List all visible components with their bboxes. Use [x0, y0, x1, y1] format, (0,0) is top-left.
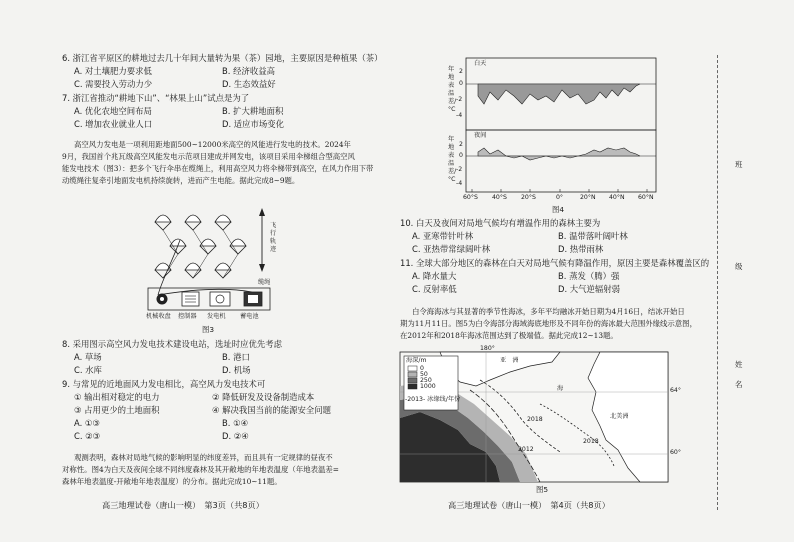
q8-option-a: A. 草场	[74, 352, 102, 362]
q10-option-c: C. 亚热带常绿阔叶林	[412, 244, 491, 254]
passage2-line-3: 森林年地表温度-开敞地年地表温度）的分布。据此完成10~11题。	[62, 477, 282, 486]
passage2-line-1: 观测表明，森林对局地气候的影响明显的纬度差异，而且具有一定规律的昼夜不	[74, 453, 333, 462]
q7-option-b: B. 扩大耕地面积	[222, 106, 284, 116]
passage3-line-1: 白令海海冰与其显著的季节性海冰，多年平均融冰开始日期为4月16日，结冰开始日	[412, 307, 685, 316]
ice-edge-2012-label: 2012	[518, 446, 534, 453]
q11-option-c: C. 反射率低	[412, 284, 457, 294]
xtick-60s: 60°S	[463, 194, 478, 201]
xtick-60n: 60°N	[638, 194, 654, 201]
legend-ice-edge: -2013- 冰缘线/年份	[405, 396, 461, 403]
q8-stem: 8. 采用图示高空风力发电技术建设电站，选址时应优先考虑	[62, 339, 283, 349]
passage3-line-2: 期为11月11日。图5为白令海部分海域海底地形及不同年份的海冰最大范围外缘线示意图，	[400, 319, 697, 328]
day-ytick-minus4: -4	[456, 112, 463, 119]
q6-option-a: A. 对土壤肥力要求低	[74, 66, 152, 76]
passage1-line-4: 动缆绳往复牵引地面发电机持续旋转，进而产生电能。据此完成8~9题。	[62, 176, 300, 185]
part-label-mechanical-reel: 机械收盘	[146, 313, 171, 320]
night-ytick-minus2: -2	[456, 166, 463, 173]
margin-label-4: 名	[735, 380, 743, 389]
figure-5-caption: 图5	[536, 485, 549, 494]
day-ytick-0: 0	[459, 80, 463, 87]
q9-option-a: A. ①③	[74, 418, 100, 428]
q9-option-d: D. ②④	[222, 431, 249, 441]
q9-statement-3: ③ 占用更少的土地面积	[74, 405, 160, 415]
figure-3-caption: 图3	[202, 325, 215, 334]
passage1-line-2: 9月，我国首个兆瓦级高空风能发电示范项目建成并网发电，该项目采用伞梯组合型高空风	[62, 152, 355, 161]
part-label-controller: 控制器	[178, 313, 197, 320]
xtick-20s: 20°S	[521, 194, 536, 201]
q8-option-b: B. 港口	[222, 352, 250, 362]
q10-option-b: B. 温带落叶阔叶林	[558, 231, 628, 241]
legend-title-depth: 海深/m	[406, 357, 427, 364]
xtick-40s: 40°S	[492, 194, 507, 201]
passage2-line-2: 对称性。图4为白天及夜间全球不同纬度森林及其开敞地的年地表温度（年地表温差=	[62, 465, 339, 474]
figure-4-caption: 图4	[552, 205, 565, 214]
margin-label-3: 姓	[735, 360, 743, 369]
q7-option-d: D. 适应市场变化	[222, 119, 285, 129]
legend-depth-50: 50	[420, 371, 428, 378]
day-panel-label: 白天	[474, 60, 487, 67]
night-ytick-minus4: -4	[456, 180, 463, 187]
q11-stem: 11. 全球大部分地区的森林在白天对局地气候有降温作用，原因主要是森林覆盖区的	[400, 258, 710, 268]
xtick-40n: 40°N	[609, 194, 625, 201]
map-latitude-60: 60°	[670, 449, 681, 456]
q9-stem: 9. 与常见的近地面风力发电相比，高空风力发电技术可	[62, 379, 266, 389]
map-label-asia: 亚 洲	[500, 357, 519, 364]
q11-option-d: D. 大气逆辐射弱	[558, 284, 621, 294]
ice-edge-2018-label: 2018	[527, 416, 543, 423]
part-label-generator: 发电机	[207, 313, 226, 320]
night-ytick-0: 0	[459, 152, 463, 159]
ice-edge-2018b-label: 2018	[583, 438, 599, 445]
q6-option-b: B. 经济收益高	[222, 66, 275, 76]
q6-option-d: D. 生态效益好	[222, 79, 276, 89]
night-ytick-2: 2	[459, 141, 463, 148]
day-y-axis-label: 年地表温差/°C	[448, 66, 457, 113]
legend-depth-250: 250	[420, 377, 432, 384]
q10-option-a: A. 亚寒带针叶林	[412, 231, 474, 241]
q9-option-b: B. ①④	[222, 418, 249, 428]
q9-statement-4: ④ 解决我国当前的能源安全问题	[212, 405, 332, 415]
map-latitude-64: 64°	[670, 387, 681, 394]
q7-option-a: A. 优化农地空间布局	[74, 106, 152, 116]
passage1-line-3: 能发电技术（图3）：把多个飞行伞串在缆绳上，利用高空风力将伞梯带到高空，在风力作用下带	[62, 164, 374, 173]
legend-depth-0: 0	[420, 365, 424, 372]
q7-stem: 7. 浙江省推动“耕地下山”、“林果上山”试点是为了	[62, 93, 250, 103]
flight-track-label: 飞行轨迹	[270, 222, 277, 253]
night-panel-label: 夜间	[474, 132, 487, 139]
xtick-0: 0°	[556, 194, 564, 201]
q8-option-d: D. 机场	[222, 365, 251, 375]
cable-label: 缆绳	[258, 279, 271, 286]
q11-option-a: A. 降水量大	[412, 271, 457, 281]
day-ytick-minus2: -2	[456, 96, 463, 103]
q9-option-c: C. ②③	[74, 431, 101, 441]
margin-label-1: 班	[735, 160, 743, 169]
passage3-line-3: 在2012年和2018年海冰范围达到了极端值。据此完成12~13题。	[400, 331, 618, 340]
q10-option-d: D. 热带雨林	[558, 244, 604, 254]
right-page-footer: 高三地理试卷（唐山一模） 第4页（共8页）	[448, 500, 610, 510]
part-label-battery: 蓄电池	[240, 313, 259, 320]
q7-option-c: C. 增加农业就业人口	[74, 119, 153, 129]
q9-statement-2: ② 降低研发及设备制造成本	[212, 392, 315, 402]
left-page-footer: 高三地理试卷（唐山一模） 第3页（共8页）	[102, 500, 264, 510]
q8-option-c: C. 水库	[74, 365, 102, 375]
passage1-line-1: 高空风力发电是一项利用距地面500~12000米高空的风能进行发电的技术。2024年	[74, 140, 351, 149]
q6-stem: 6. 浙江省平原区的耕地过去几十年间大量转为果（茶）园地，主要原因是种植果（茶）	[62, 53, 383, 63]
binding-line	[717, 55, 718, 510]
map-label-sea: 海	[557, 385, 564, 392]
day-ytick-2: 2	[459, 68, 463, 75]
margin-label-2: 级	[735, 262, 743, 271]
map-label-north-america: 北美洲	[610, 413, 629, 420]
q11-option-b: B. 蒸发（腾）强	[558, 271, 620, 281]
xtick-20n: 20°N	[580, 194, 596, 201]
q6-option-c: C. 需要投入劳动力少	[74, 79, 153, 89]
legend-depth-1000: 1000	[420, 383, 436, 390]
night-y-axis-label: 年地表温差/°C	[448, 136, 457, 183]
q9-statement-1: ① 输出相对稳定的电力	[74, 392, 160, 402]
q10-stem: 10. 白天及夜间对局地气候均有增温作用的森林主要为	[400, 218, 601, 228]
map-longitude-180: 180°	[480, 345, 495, 352]
